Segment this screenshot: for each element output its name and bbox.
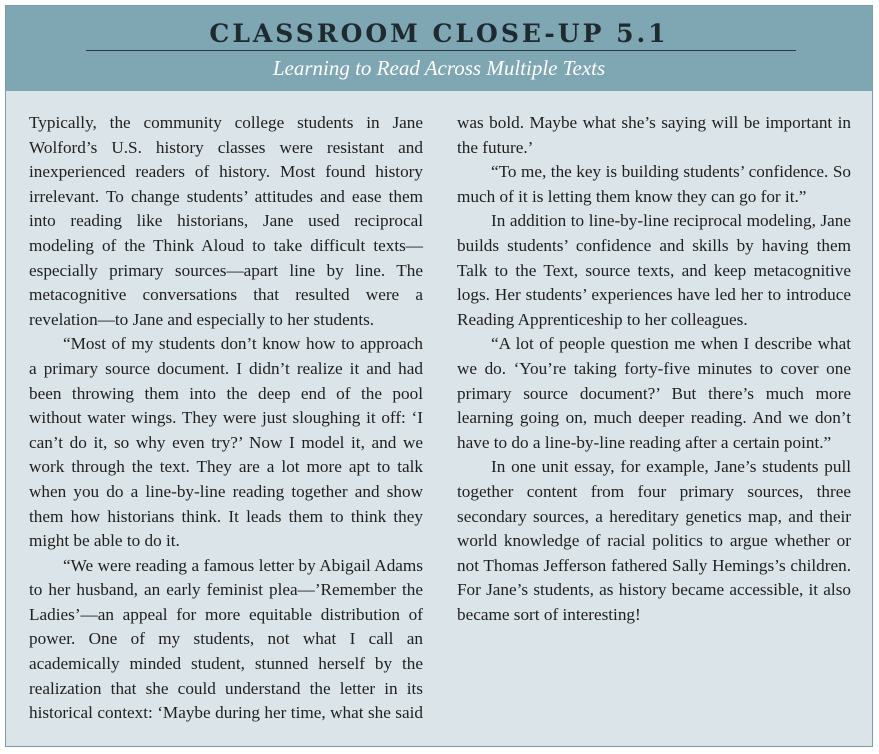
paragraph-4: “To me, the key is building students’ confidence. So much of it is letting them know they can go for it.”	[457, 162, 851, 206]
paragraph-2: “Most of my students don’t know how to approach a primary source document. I didn’t realize it and had been throwing them into the deep end of the pool without water wings. They were just sloughing it off: ‘I can’t do it, so why even try?’ Now I model it, and we work through the text. They are a lot more apt to talk when you do a line-by-line reading together and show them how historians think. It leads them to think they might be able to do it.	[29, 334, 423, 551]
paragraph-5: In addition to line-by-line reciprocal modeling, Jane builds students’ confidence and skills by having them Talk to the Text, source texts, and keep metacognitive logs. Her students’ experiences have led her to introduce Reading Apprenticeship to her colleagues.	[457, 211, 851, 329]
title-divider	[86, 50, 796, 51]
box-subtitle: Learning to Read Across Multiple Texts	[272, 56, 606, 80]
paragraph-3: “We were reading a famous letter by Abigail Adams to her husband, an early feminist plea—’Remember the Ladies’—an appeal for more equitable distribution of power. One of my students, not what I call an academically minded student, stunned herself by the realization that she could understand the letter in its historical context: ‘Maybe during her time, what she said was bold. Maybe what she’s saying will be important in the future.’	[29, 113, 851, 723]
body-text	[29, 111, 851, 737]
close-up-box	[5, 5, 873, 747]
box-title: CLASSROOM CLOSE-UP 5.1	[209, 19, 669, 48]
box-header	[6, 6, 872, 91]
paragraph-6: “A lot of people question me when I describe what we do. ‘You’re taking forty-five minutes to cover one primary source document?’ But there’s much more learning going on, much deeper reading. And we don’t have to do a line-by-line reading after a certain point.”	[457, 334, 851, 452]
paragraph-1: Typically, the community college students in Jane Wolford’s U.S. history classes were resistant and inexperienced readers of history. Most found history irrelevant. To change students’ attitudes and ease them into reading like historians, Jane used reciprocal modeling of the Think Aloud to take difficult texts—especially primary sources—apart line by line. The metacognitive conversations that resulted were a revelation—to Jane and especially to her students.	[29, 113, 423, 329]
paragraph-7: In one unit essay, for example, Jane’s students pull together content from four primary sources, three secondary sources, a hereditary genetics map, and their world knowledge of racial politics to argue whether or not Thomas Jefferson fathered Sally Hemings’s children. For Jane’s students, as history became accessible, it also became sort of interesting!	[457, 457, 851, 624]
